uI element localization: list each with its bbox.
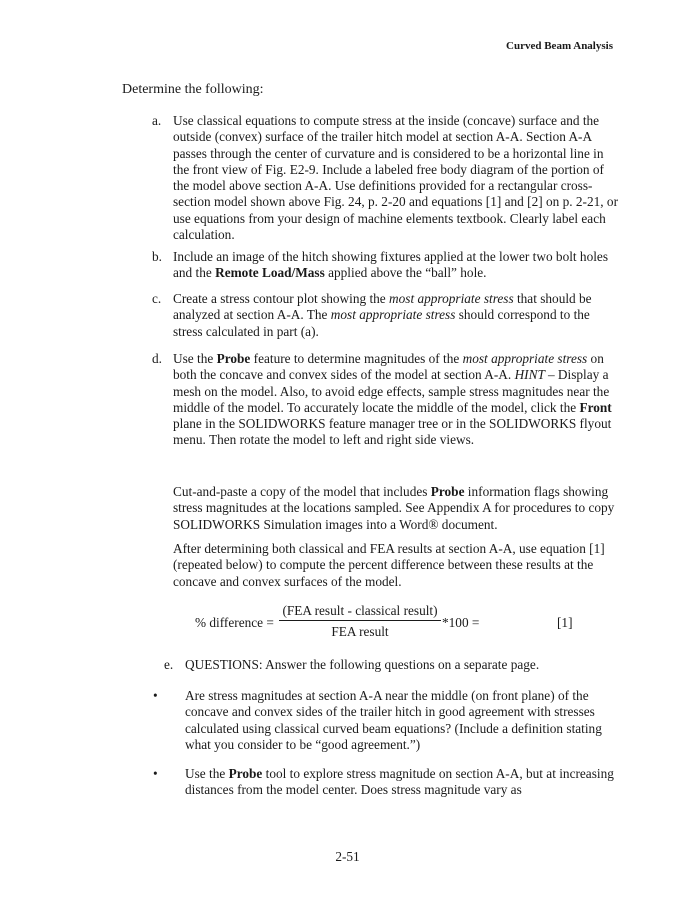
list-item-b <box>152 249 622 282</box>
bold-term: Front <box>579 399 612 415</box>
question-bullet-1: Are stress magnitudes at section A-A near the middle (on front plane) of the concave and convex sides of the trailer hitch in good agreement with stresses calculated using classical curved beam equations? (Include a definition stating what you consider to be “good agreement.”) <box>185 688 602 752</box>
item-text: QUESTIONS: Answer the following questions on a separate page. <box>185 657 540 672</box>
bold-term: Probe <box>430 484 465 499</box>
item-label: a. <box>152 113 162 128</box>
question-bullet-2: Use the Probe tool to explore stress magnitude on section A-A, but at increasing distances from the model center. Does stress magnitude vary as <box>185 766 614 798</box>
running-header: Curved Beam Analysis <box>506 40 613 52</box>
item-text: Include an image of the hitch showing fixtures applied at the lower two bolt holes and the Remote Load/Mass applied above the “ball” hole. <box>173 249 608 281</box>
page-number: 2-51 <box>335 849 360 864</box>
item-d-paragraph-2: Cut-and-paste a copy of the model that includes Probe information flags showing stress magnitudes at the locations sampled. See Appendix A for procedures to copy SOLIDWORKS Simulation images into a Word® document. <box>173 484 615 532</box>
italic-term: most appropriate stress <box>389 291 514 306</box>
italic-term: HINT – <box>514 367 555 383</box>
item-text: Create a stress contour plot showing the most appropriate stress that should be analyzed at section A-A. The most appropriate stress should correspond to the stress calculated in part (a). <box>173 291 592 339</box>
list-item-c <box>152 291 622 340</box>
item-label: c. <box>152 291 162 306</box>
bold-term: Probe <box>216 351 251 366</box>
bold-term: Probe <box>228 766 263 781</box>
list-item-e <box>164 657 634 673</box>
item-label: b. <box>152 249 162 264</box>
equation-rhs: *100 = <box>442 615 480 630</box>
intro-text: Determine the following: <box>122 82 264 97</box>
italic-term: most appropriate stress <box>330 307 456 323</box>
equation-fraction <box>279 603 441 640</box>
item-label: d. <box>152 351 162 366</box>
item-label: e. <box>164 657 174 672</box>
list-item-d <box>152 351 622 449</box>
equation-lhs: % difference = <box>195 615 274 630</box>
percent-difference-equation <box>0 603 695 643</box>
equation-numerator: (FEA result - classical result) <box>279 603 441 621</box>
italic-term: most appropriate stress <box>462 351 588 366</box>
equation-number: [1] <box>557 615 573 630</box>
bullet-icon: • <box>153 766 158 781</box>
item-d-paragraph-3: After determining both classical and FEA results at section A-A, use equation [1] (repeated below) to compute the percent difference between these results at the concave and convex surfaces of the model. <box>173 541 605 589</box>
bullet-icon: • <box>153 688 158 703</box>
list-item-a <box>152 113 622 243</box>
bold-term: Remote Load/Mass <box>215 265 325 281</box>
item-text: Use classical equations to compute stress at the inside (concave) surface and the outside (convex) surface of the trailer hitch model at section A-A. Section A-A passes through the center of curvature and is considered to be a horizontal line in the front view of Fig. E2-9. Include a labeled free body diagram of the portion of the model above section A-A. Use definitions provided for a rectangular cross-section model shown above Fig. 24, p. 2-20 and equations [1] and [2] on p. 2-21, or use equations from your design of machine elements textbook. Clearly label each calculation. <box>173 113 618 243</box>
item-text: Use the Probe feature to determine magnitudes of the most appropriate stress on both the concave and convex sides of the model at section A-A. HINT – Display a mesh on the model. Also, to avoid edge effects, sample stress magnitudes near the middle of the model. To accurately locate the middle of the model, click the Front plane in the SOLIDWORKS feature manager tree or in the SOLIDWORKS flyout menu. Then rotate the model to left and right side views. <box>173 351 612 448</box>
equation-denominator: FEA result <box>331 624 389 639</box>
